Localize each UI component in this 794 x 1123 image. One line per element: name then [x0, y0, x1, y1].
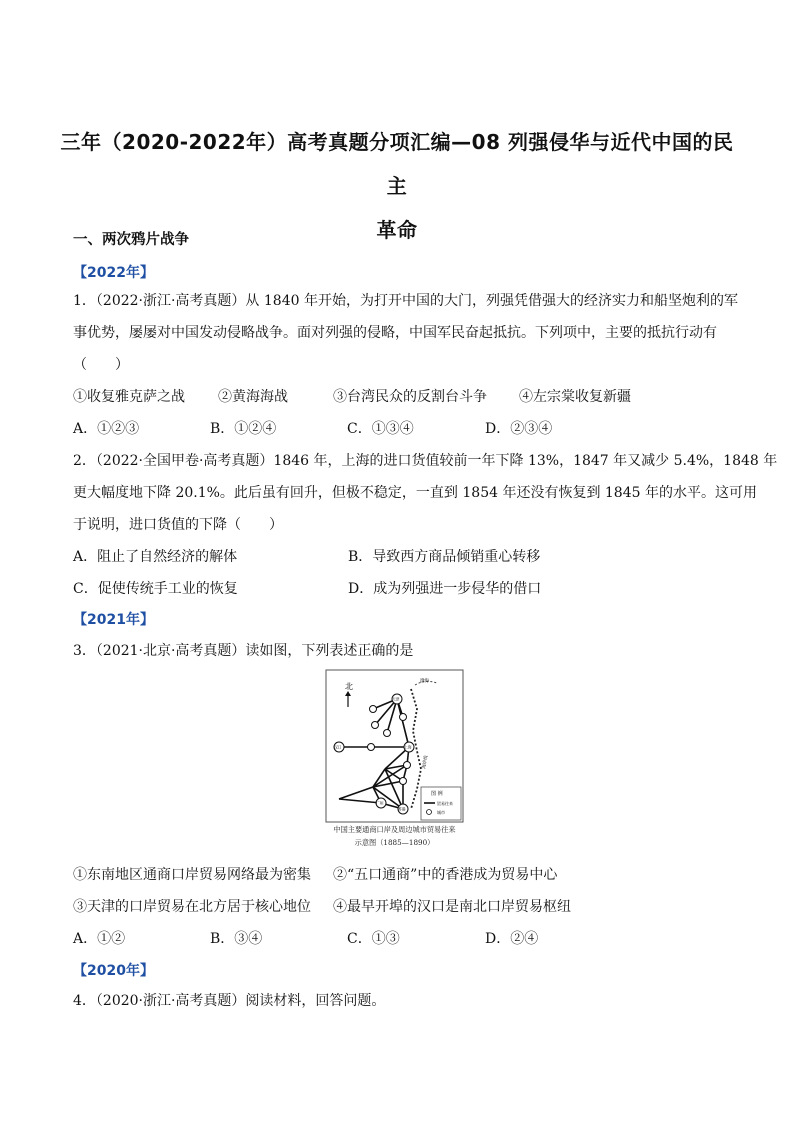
trade-map-figure [325, 669, 464, 849]
q2-text-line-1: 2．（2022·全国甲卷·高考真题）1846 年，上海的进口货值较前一年下降 13%，1847 年又减少 5.4%，1848 年 [73, 453, 778, 469]
q1-option-b: B．①②④ [210, 421, 277, 437]
q3-statement: ①东南地区通商口岸贸易网络最为密集 [73, 867, 311, 883]
city-label-guangzhou: 广州 [376, 800, 384, 806]
legend-title: 图 例 [431, 791, 443, 797]
q1-statements [73, 386, 723, 408]
year-heading-2021: 【2021年】 [73, 612, 154, 628]
q2-options-row-1 [73, 546, 723, 568]
q1-text-line-2: 事优势，屡屡对中国发动侵略战争。面对列强的侵略，中国军民奋起抵抗。下列项中，主要的抵抗行动有 [73, 325, 717, 341]
q3-statement: ②“五口通商”中的香港成为贸易中心 [333, 867, 558, 883]
year-heading-2022: 【2022年】 [73, 265, 154, 281]
sea-label: 渤海 [420, 679, 429, 684]
q2-option-b: B．导致西方商品倾销重心转移 [348, 549, 541, 565]
q2-text-line-3: 于说明，进口货值的下降（ ） [73, 517, 283, 533]
north-label: 北 [345, 682, 353, 691]
q1-statement: ②黄海海战 [218, 389, 288, 405]
q1-option-a: A．①②③ [73, 421, 140, 437]
map-caption-line-2: 示意图（1885—1890） [354, 838, 435, 847]
q4-text-line-1: 4．（2020·浙江·高考真题）阅读材料，回答问题。 [73, 993, 386, 1009]
q1-option-c: C．①③④ [347, 421, 414, 437]
q3-statements-row-2 [73, 896, 723, 918]
q3-statement: ③天津的口岸贸易在北方居于核心地位 [73, 899, 311, 915]
city-label-xianggang: 香港 [398, 806, 406, 812]
q3-option-b: B．③④ [210, 931, 263, 947]
q2-options-row-2 [73, 578, 723, 600]
q1-option-d: D．②③④ [485, 421, 553, 437]
city-label-hankou: 汉口 [334, 744, 342, 750]
section-heading: 一、两次鸦片战争 [73, 232, 189, 248]
legend-trade-label: 贸易往来 [437, 801, 453, 806]
q3-option-c: C．①③ [347, 931, 400, 947]
city-label-tianjin: 天津 [392, 696, 400, 702]
legend-city-icon [427, 810, 432, 815]
q2-option-c: C．促使传统手工业的恢复 [73, 581, 238, 597]
legend-city-label: 城市 [437, 810, 445, 815]
title-line-1: 三年（2020-2022年）高考真题分项汇编—08 列强侵华与近代中国的民主 [60, 130, 734, 198]
q1-statement: ③台湾民众的反割台斗争 [333, 389, 487, 405]
q3-statements-row-1 [73, 864, 723, 886]
q1-statement: ④左宗棠收复新疆 [519, 389, 631, 405]
q3-statement: ④最早开埠的汉口是南北口岸贸易枢纽 [333, 899, 571, 915]
q3-options [73, 928, 723, 950]
q2-option-a: A．阻止了自然经济的解体 [73, 549, 238, 565]
q3-option-a: A．①② [73, 931, 126, 947]
map-caption-line-1: 中国主要通商口岸及周边城市贸易往来 [333, 825, 456, 834]
q2-text-line-2: 更大幅度地下降 20.1%。此后虽有回升，但极不稳定，一直到 1854 年还没有恢复到 1845 年的水平。这可用 [73, 485, 757, 501]
title-line-2: 革命 [376, 218, 418, 242]
q1-options [73, 418, 723, 440]
q1-statement: ①收复雅克萨之战 [73, 389, 185, 405]
year-heading-2020: 【2020年】 [73, 963, 154, 979]
coast-label: 海岸线 [422, 755, 430, 770]
q2-option-d: D．成为列强进一步侵华的借口 [348, 581, 542, 597]
q3-text-line-1: 3．（2021·北京·高考真题）读如图，下列表述正确的是 [73, 643, 414, 659]
q1-text-line-1: 1．（2022·浙江·高考真题）从 1840 年开始，为打开中国的大门，列强凭借强大的经济实力和船坚炮利的军 [73, 293, 738, 309]
q1-text-line-3: （ ） [73, 357, 129, 373]
q3-option-d: D．②④ [485, 931, 539, 947]
city-label-shanghai: 上海 [404, 744, 412, 750]
